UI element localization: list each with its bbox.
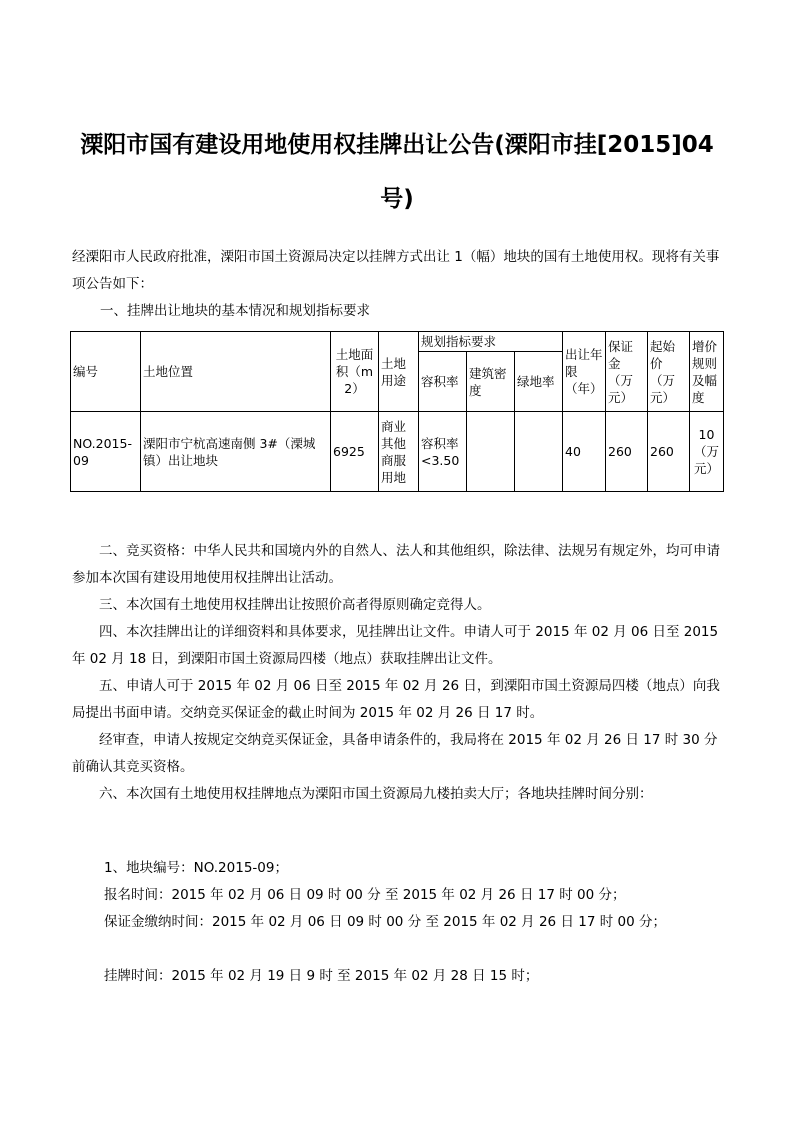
header-deposit: 保证金（万元）	[606, 332, 648, 412]
header-term: 出让年限（年）	[563, 332, 606, 412]
registration-time: 报名时间：2015 年 02 月 06 日 09 时 00 分 至 2015 年 02 月 26 日 17 时 00 分；	[104, 887, 626, 903]
header-use: 土地用途	[379, 332, 419, 412]
header-location: 土地位置	[141, 332, 331, 412]
paragraph-documents: 四、本次挂牌出让的详细资料和具体要求，见挂牌出让文件。申请人可于 2015 年 02 月 06 日至 2015 年 02 月 18 日，到溧阳市国土资源局四楼（地点）获取挂牌出让文件。	[72, 624, 719, 667]
deposit-time: 保证金缴纳时间：2015 年 02 月 06 日 09 时 00 分 至 2015 年 02 月 26 日 17 时 00 分；	[104, 914, 666, 930]
cell-green	[515, 412, 563, 492]
section-1-heading: 一、挂牌出让地块的基本情况和规划指标要求	[100, 303, 370, 319]
cell-use: 商业其他商服用地	[379, 412, 419, 492]
cell-location: 溧阳市宁杭高速南侧 3#（溧城镇）出让地块	[141, 412, 331, 492]
header-far: 容积率	[419, 352, 467, 412]
parcel-item: 1、地块编号：NO.2015-09；	[104, 860, 288, 876]
header-area: 土地面积（m2）	[331, 332, 379, 412]
header-start-price: 起始价（万元）	[648, 332, 690, 412]
header-no: 编号	[71, 332, 141, 412]
listing-time: 挂牌时间：2015 年 02 月 19 日 9 时 至 2015 年 02 月 28 日 15 时；	[104, 968, 539, 984]
cell-start-price: 260	[648, 412, 690, 492]
page-title	[60, 118, 734, 226]
table-row	[71, 412, 724, 492]
paragraph-listing-location: 六、本次国有土地使用权挂牌地点为溧阳市国土资源局九楼拍卖大厅；各地块挂牌时间分别：	[99, 786, 653, 802]
cell-no: NO.2015-09	[71, 412, 141, 492]
paragraph-review: 经审查，申请人按规定交纳竞买保证金，具备申请条件的，我局将在 2015 年 02 月 26 日 17 时 30 分前确认其竞买资格。	[72, 732, 718, 775]
paragraph-principle: 三、本次国有土地使用权挂牌出让按照价高者得原则确定竞得人。	[99, 597, 491, 613]
title-line-1: 溧阳市国有建设用地使用权挂牌出让公告(溧阳市挂[2015]04	[80, 132, 714, 158]
paragraph-qualification: 二、竞买资格：中华人民共和国境内外的自然人、法人和其他组织，除法律、法规另有规定外，均可申请参加本次国有建设用地使用权挂牌出让活动。	[72, 543, 720, 586]
cell-deposit: 260	[606, 412, 648, 492]
cell-term: 40	[563, 412, 606, 492]
cell-far: 容积率<3.50	[419, 412, 467, 492]
intro-paragraph: 经溧阳市人民政府批准，溧阳市国土资源局决定以挂牌方式出让 1（幅）地块的国有土地使用权。现将有关事项公告如下：	[72, 249, 720, 292]
header-density: 建筑密度	[467, 352, 515, 412]
title-line-2: 号)	[380, 186, 414, 212]
paragraph-application: 五、申请人可于 2015 年 02 月 06 日至 2015 年 02 月 26 日，到溧阳市国土资源局四楼（地点）向我局提出书面申请。交纳竞买保证金的截止时间为 2015 年 02 月 26 日 17 时。	[72, 678, 720, 721]
cell-density	[467, 412, 515, 492]
cell-area: 6925	[331, 412, 379, 492]
header-increment: 增价规则及幅度	[690, 332, 724, 412]
land-parcel-table	[70, 331, 724, 492]
header-green: 绿地率	[515, 352, 563, 412]
cell-increment: 10（万元）	[690, 412, 724, 492]
header-planning: 规划指标要求	[419, 332, 563, 352]
